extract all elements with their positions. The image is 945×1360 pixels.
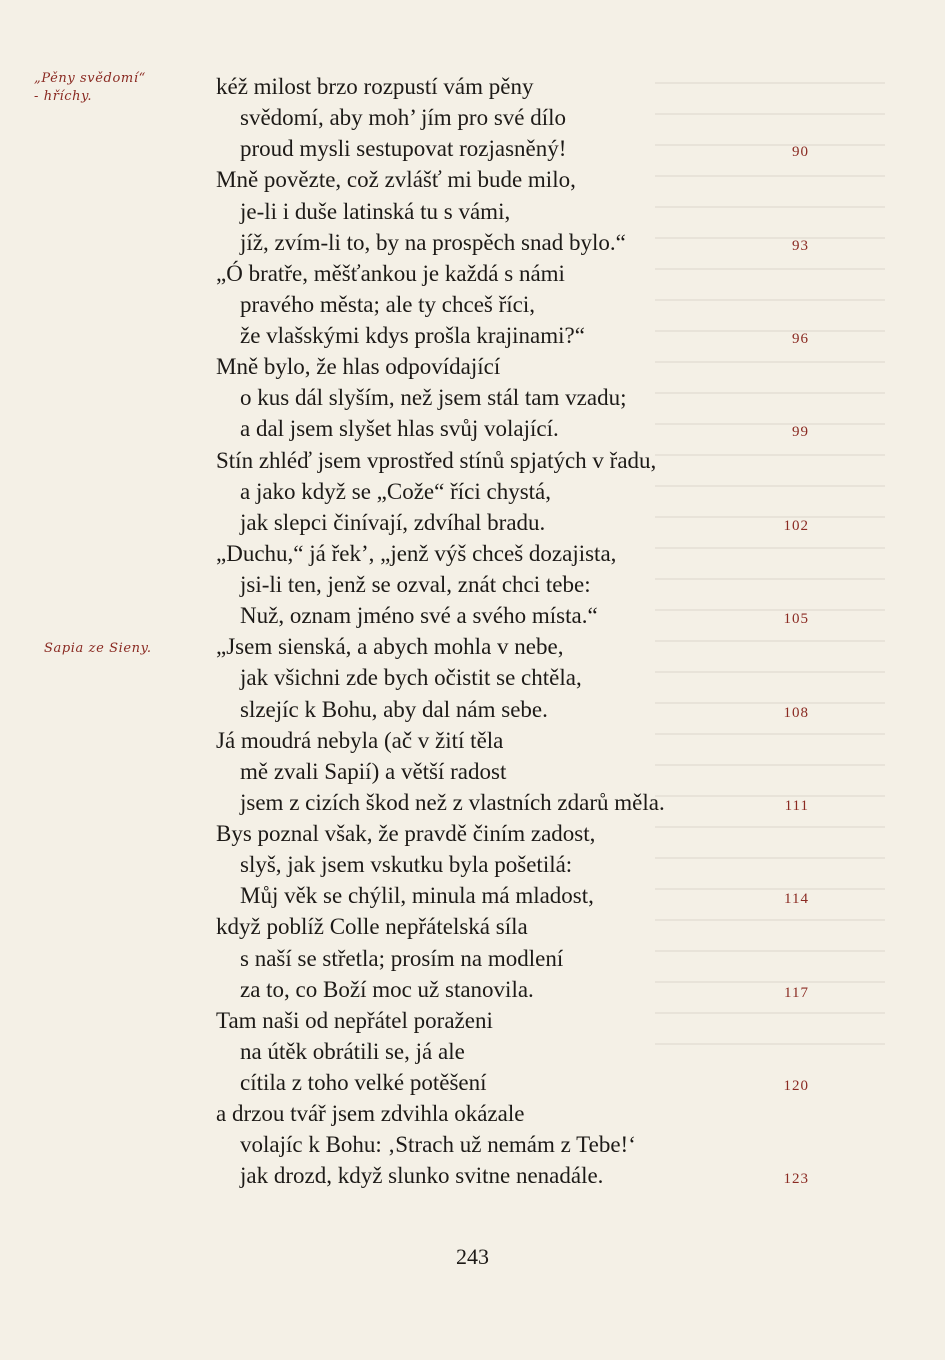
verse-text: slyš, jak jsem vskutku byla pošetilá:	[240, 852, 573, 878]
verse-line	[0, 133, 945, 164]
verse-text: s naší se střetla; prosím na modlení	[240, 945, 564, 971]
verse-line	[0, 382, 945, 413]
verse-line	[0, 818, 945, 849]
verse-line	[0, 413, 945, 444]
verse-text: a jako když se „Cože“ říci chystá,	[240, 478, 552, 504]
verse-line	[0, 1067, 945, 1098]
verse-line	[0, 694, 945, 725]
verse-line	[0, 1005, 945, 1036]
line-number: 117	[784, 984, 809, 1001]
verse-text: Nuž, oznam jméno své a svého místa.“	[240, 603, 598, 629]
verse-text: když poblíž Colle nepřátelská síla	[216, 914, 528, 940]
margin-note-line: - hříchy.	[34, 89, 93, 104]
verse-text: jsem z cizích škod než z vlastních zdarů měla.	[240, 789, 665, 815]
verse-text: Mně bylo, že hlas odpovídající	[216, 354, 501, 380]
verse-text: za to, co Boží moc už stanovila.	[240, 976, 534, 1002]
verse-line	[0, 476, 945, 507]
verse-text: kéž milost brzo rozpustí vám pěny	[216, 74, 534, 99]
verse-line	[0, 1098, 945, 1129]
verse-text: volajíc k Bohu: ‚Strach už nemám z Tebe!‘	[240, 1132, 636, 1158]
verse-line	[0, 600, 945, 631]
verse-text: Můj věk se chýlil, minula má mladost,	[240, 883, 594, 909]
verse-text: na útěk obrátili se, já ale	[240, 1038, 465, 1064]
poem-text	[0, 71, 945, 1192]
verse-text: „Duchu,“ já řek’, „jenž výš chceš dozajista,	[216, 540, 617, 566]
verse-line	[0, 911, 945, 942]
verse-text: Já moudrá nebyla (ač v žití těla	[216, 727, 504, 753]
verse-line	[0, 943, 945, 974]
verse-line	[0, 880, 945, 911]
verse-text: mě zvali Sapií) a větší radost	[240, 758, 507, 784]
verse-text: Mně povězte, což zvlášť mi bude milo,	[216, 167, 576, 193]
verse-line	[0, 662, 945, 693]
margin-note-line: „Pěny svědomí“	[34, 71, 146, 86]
verse-line	[0, 320, 945, 351]
verse-line	[0, 196, 945, 227]
verse-text: jsi-li ten, jenž se ozval, znát chci tebe:	[240, 572, 591, 597]
verse-text: proud mysli sestupovat rozjasněný!	[240, 136, 567, 162]
line-number: 99	[792, 424, 809, 441]
verse-line	[0, 445, 945, 476]
verse-line	[0, 71, 945, 102]
verse-line	[0, 102, 945, 133]
verse-text: že vlašskými kdys prošla krajinami?“	[240, 323, 585, 348]
verse-line	[0, 1129, 945, 1160]
verse-line	[0, 227, 945, 258]
margin-note-line: Sapia ze Sieny.	[44, 641, 152, 656]
verse-text: jak všichni zde bych očistit se chtěla,	[240, 665, 582, 691]
verse-text: „Jsem sienská, a abych mohla v nebe,	[216, 634, 564, 660]
verse-line	[0, 258, 945, 289]
verse-line	[0, 725, 945, 756]
verse-text: Stín zhléď jsem vprostřed stínů spjatých v řadu,	[216, 447, 657, 473]
verse-line	[0, 1160, 945, 1191]
verse-text: je-li i duše latinská tu s vámi,	[240, 198, 511, 224]
line-number: 111	[784, 797, 809, 814]
line-number: 102	[783, 517, 809, 534]
line-number: 93	[792, 237, 809, 254]
verse-text: o kus dál slyším, než jsem stál tam vzadu;	[240, 385, 627, 411]
verse-line	[0, 351, 945, 382]
verse-line	[0, 756, 945, 787]
verse-line	[0, 787, 945, 818]
verse-text: cítila z toho velké potěšení	[240, 1070, 487, 1095]
verse-line	[0, 974, 945, 1005]
verse-text: Bys poznal však, že pravdě činím zadost,	[216, 821, 596, 846]
verse-text: jíž, zvím-li to, by na prospěch snad bylo.“	[240, 229, 626, 255]
line-number: 108	[783, 704, 809, 721]
line-number: 114	[784, 891, 809, 908]
verse-text: „Ó bratře, měšťankou je každá s námi	[216, 260, 565, 286]
line-number: 123	[783, 1171, 809, 1188]
line-number: 96	[792, 331, 809, 347]
verse-text: a dal jsem slyšet hlas svůj volající.	[240, 416, 559, 442]
verse-text: jak drozd, když slunko svitne nenadále.	[240, 1163, 604, 1189]
line-number: 105	[783, 611, 809, 628]
verse-line	[0, 507, 945, 538]
verse-text: jak slepci činívají, zdvíhal bradu.	[240, 509, 546, 535]
verse-text: slzejíc k Bohu, aby dal nám sebe.	[240, 696, 548, 722]
verse-line	[0, 569, 945, 600]
verse-line	[0, 538, 945, 569]
verse-line	[0, 1036, 945, 1067]
page-number: 243	[456, 1244, 489, 1269]
verse-text: a drzou tvář jsem zdvihla okázale	[216, 1101, 525, 1127]
verse-text: pravého města; ale ty chceš říci,	[240, 291, 536, 317]
verse-line	[0, 631, 945, 662]
verse-line	[0, 289, 945, 320]
line-number: 90	[792, 144, 809, 161]
verse-text: Tam naši od nepřátel poraženi	[216, 1007, 493, 1033]
verse-line	[0, 849, 945, 880]
verse-line	[0, 164, 945, 195]
verse-text: svědomí, aby moh’ jím pro své dílo	[240, 105, 567, 131]
line-number: 120	[783, 1078, 809, 1094]
